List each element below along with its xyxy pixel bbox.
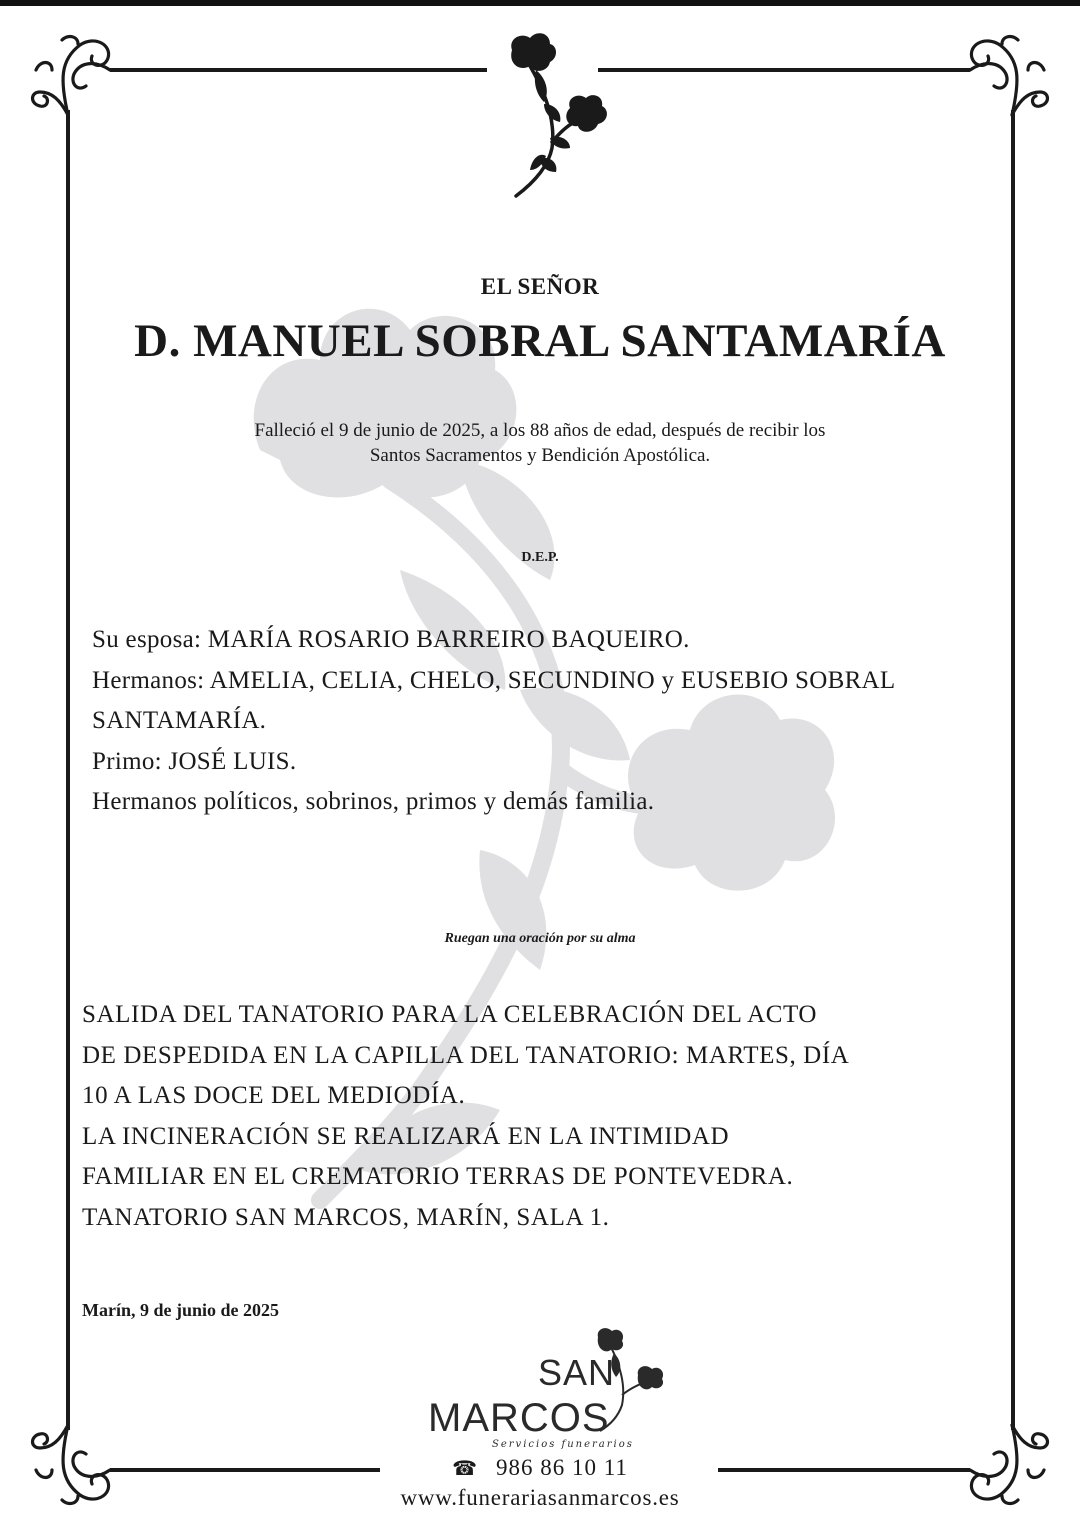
phone-row: [0, 1455, 1080, 1481]
phone-number: 986 86 10 11: [496, 1455, 628, 1480]
place-date: Marín, 9 de junio de 2025: [82, 1300, 280, 1320]
service-line: DE DESPEDIDA EN LA CAPILLA DEL TANATORIO: MARTES, DÍA: [82, 1041, 850, 1069]
service-line: LA INCINERACIÓN SE REALIZARÁ EN LA INTIMIDAD: [82, 1122, 730, 1150]
logo-tagline: Servicios funerarios: [492, 1439, 634, 1450]
family-line: Hermanos políticos, sobrinos, primos y demás familia.: [92, 788, 655, 815]
service-line: FAMILIAR EN EL CREMATORIO TERRAS DE PONTEVEDRA.: [82, 1163, 794, 1190]
corner-ornament-top-right: [970, 37, 1048, 115]
service-line: 10 A LAS DOCE DEL MEDIODÍA.: [82, 1082, 466, 1109]
deceased-name: D. MANUEL SOBRAL SANTAMARÍA: [134, 315, 946, 367]
service-details: [82, 995, 1042, 1238]
family-line: Primo: JOSÉ LUIS.: [92, 747, 297, 775]
service-line: TANATORIO SAN MARCOS, MARÍN, SALA 1.: [82, 1203, 610, 1231]
corner-ornament-top-left: [33, 37, 111, 115]
dep-label: D.E.P.: [521, 550, 559, 565]
telephone-icon: ☎: [452, 1458, 478, 1480]
family-line: Hermanos: AMELIA, CELIA, CHELO, SECUNDINO y EUSEBIO SOBRAL: [92, 666, 896, 694]
honorific: EL SEÑOR: [480, 274, 600, 299]
service-line: SALIDA DEL TANATORIO PARA LA CELEBRACIÓN DEL ACTO: [82, 1001, 818, 1028]
prayer-request: Ruegan una oración por su alma: [444, 931, 636, 946]
logo-word-san: SAN: [538, 1352, 616, 1393]
family-line: Su esposa: MARÍA ROSARIO BARREIRO BAQUEIRO.: [92, 626, 690, 653]
death-notice-line-2: Santos Sacramentos y Bendición Apostólica.: [369, 445, 711, 466]
death-notice-line-1: Falleció el 9 de junio de 2025, a los 88 años de edad, después de recibir los: [254, 420, 826, 441]
logo-word-marcos: MARCOS: [428, 1396, 610, 1440]
rose-icon: [500, 30, 620, 200]
family-list: [92, 620, 1032, 823]
website-link[interactable]: www.funerariasanmarcos.es: [400, 1485, 680, 1510]
san-marcos-logo: [410, 1325, 670, 1455]
family-line: SANTAMARÍA.: [92, 707, 267, 734]
